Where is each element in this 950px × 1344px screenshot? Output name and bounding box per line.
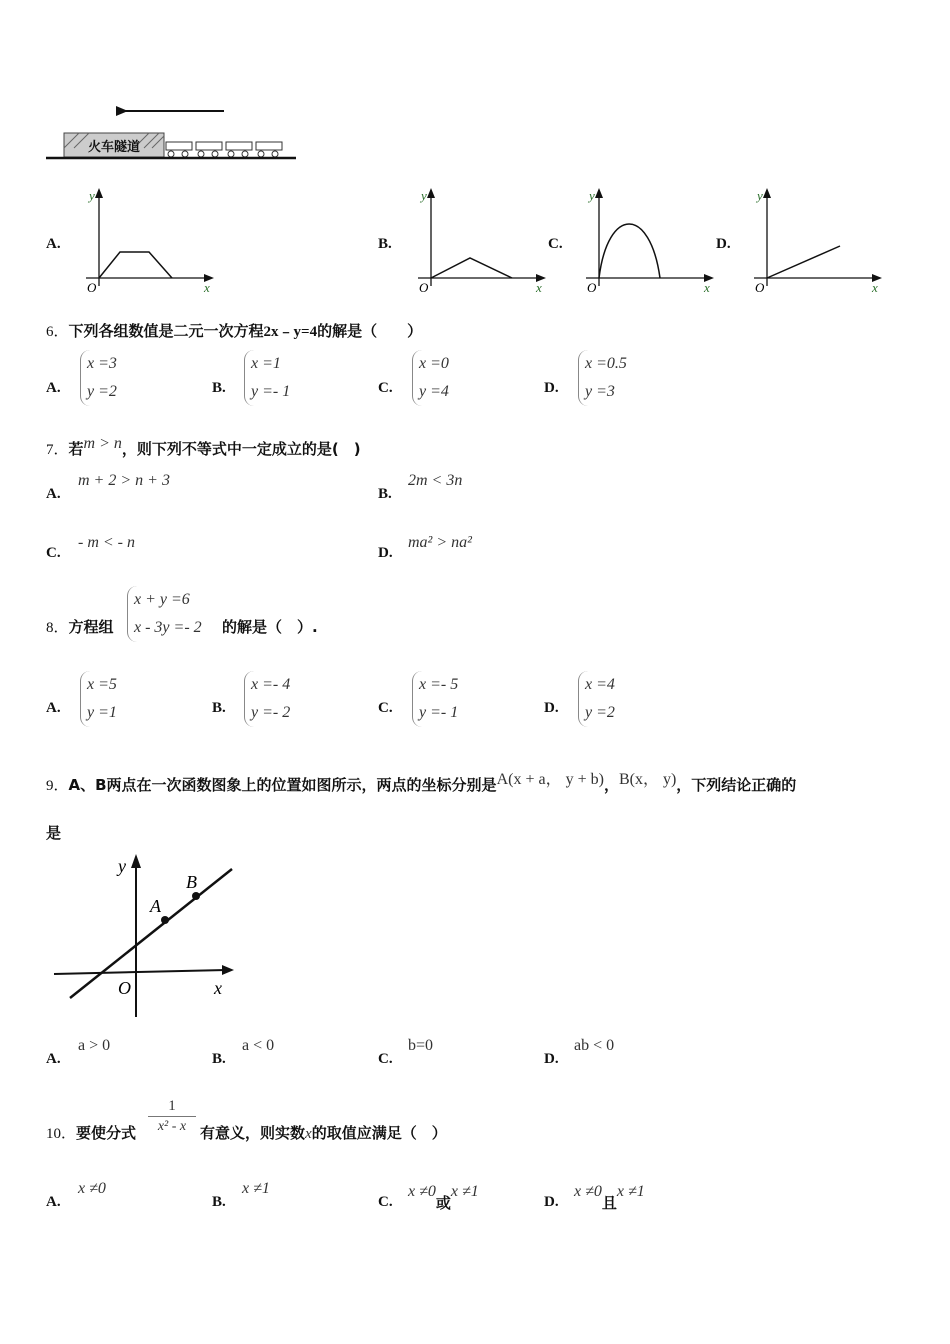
q6-stem: 6．下列各组数值是二元一次方程2x﹣y=4的解是（ ） [46,322,423,340]
q9-option-a-expr: a > 0 [78,1037,111,1054]
q8-option-a-system: x =5 y =1 [80,671,117,727]
q6-option-b[interactable]: B. [212,380,226,396]
q7-option-d[interactable]: D. [378,545,393,561]
q5-option-d-graph[interactable] [748,186,888,296]
x-axis-arrow-icon [222,965,234,975]
q6-option-c-system: x =0 y =4 [412,350,449,406]
q5-option-a-label[interactable]: A. [46,236,61,252]
q9-option-a[interactable]: A. [46,1051,61,1067]
q6-option-d[interactable]: D. [544,380,559,396]
svg-text:x: x [872,280,878,295]
q10-option-b-expr: x ≠1 [242,1180,270,1197]
q5-option-b-graph[interactable] [412,186,552,296]
q10-option-a-expr: x ≠0 [78,1180,106,1197]
q10-fraction: 1 x² - x [148,1096,196,1137]
q8-system: x + y =6 x - 3y =- 2 [127,586,202,642]
svg-text:x: x [204,280,210,295]
q10-option-c[interactable]: C. [378,1194,393,1210]
q9-option-d[interactable]: D. [544,1051,559,1067]
svg-text:O: O [587,280,597,295]
q10-option-a[interactable]: A. [46,1194,61,1210]
svg-text:O: O [87,280,97,295]
q8-number-stem: 8．方程组 [46,618,114,636]
q8-option-d[interactable]: D. [544,700,559,716]
q10-option-c-expr: x ≠0或x ≠1 [408,1183,479,1212]
q10-option-b[interactable]: B. [212,1194,226,1210]
q5-option-b-label[interactable]: B. [378,236,392,252]
svg-text:O: O [419,280,429,295]
train-tunnel-figure [44,100,304,166]
function-line [70,869,232,998]
svg-text:x: x [704,280,710,295]
q9-option-c-expr: b=0 [408,1037,434,1054]
tunnel-label: 火车隧道 [88,139,141,154]
arrow-left-icon [116,106,128,116]
q9-option-b[interactable]: B. [212,1051,226,1067]
train-cars [166,142,282,157]
svg-text:y: y [421,188,427,203]
svg-text:O: O [118,978,131,998]
q9-stem-tail: 是 [46,824,62,842]
y-axis-arrow-icon [131,854,141,868]
q5-option-c-graph[interactable] [580,186,720,296]
q10-option-d-expr: x ≠0且x ≠1 [574,1183,645,1212]
q5-option-d-label[interactable]: D. [716,236,731,252]
q9-linear-graph [50,852,250,1022]
q8-option-d-system: x =4 y =2 [578,671,615,727]
q7-option-c-expr: - m < - n [78,534,136,551]
svg-text:y: y [757,188,763,203]
svg-text:x: x [214,978,222,998]
q6-option-c[interactable]: C. [378,380,393,396]
q5-option-a-graph[interactable] [80,186,220,296]
point-b [192,892,200,900]
svg-text:B: B [186,872,197,892]
q6-option-b-system: x =1 y =- 1 [244,350,290,406]
q7-option-b-expr: 2m < 3n [408,472,463,489]
q9-option-c[interactable]: C. [378,1051,393,1067]
q8-option-c[interactable]: C. [378,700,393,716]
q8-option-b[interactable]: B. [212,700,226,716]
q9-option-b-expr: a < 0 [242,1037,275,1054]
q9-stem: 9．A、B两点在一次函数图象上的位置如图所示，两点的坐标分别是A(x + a， y + b)，B(x， y)，下列结论正确的 [46,771,797,794]
svg-text:A: A [150,896,161,916]
q10-stem-a: 10．要使分式 [46,1124,137,1142]
q10-option-d[interactable]: D. [544,1194,559,1210]
q8-option-c-system: x =- 5 y =- 1 [412,671,458,727]
q8-option-b-system: x =- 4 y =- 2 [244,671,290,727]
svg-text:y: y [589,188,595,203]
q7-option-a-expr: m + 2 > n + 3 [78,472,170,489]
svg-text:y: y [89,188,95,203]
q7-option-d-expr: ma² > na² [408,534,472,551]
q7-option-a[interactable]: A. [46,486,61,502]
q6-option-a[interactable]: A. [46,380,61,396]
q8-stem-tail: 的解是（ ）. [222,618,318,636]
q10-stem-b: 有意义，则实数x的取值应满足（ ） [200,1124,447,1142]
q9-option-d-expr: ab < 0 [574,1037,615,1054]
q7-option-b[interactable]: B. [378,486,392,502]
q5-option-c-label[interactable]: C. [548,236,563,252]
svg-text:x: x [536,280,542,295]
q7-option-c[interactable]: C. [46,545,61,561]
svg-text:y: y [118,856,126,876]
q7-stem: 7．若m > n，则下列不等式中一定成立的是( ) [46,435,361,458]
point-a [161,916,169,924]
q6-option-d-system: x =0.5 y =3 [578,350,627,406]
svg-text:O: O [755,280,765,295]
q8-option-a[interactable]: A. [46,700,61,716]
q6-option-a-system: x =3 y =2 [80,350,117,406]
